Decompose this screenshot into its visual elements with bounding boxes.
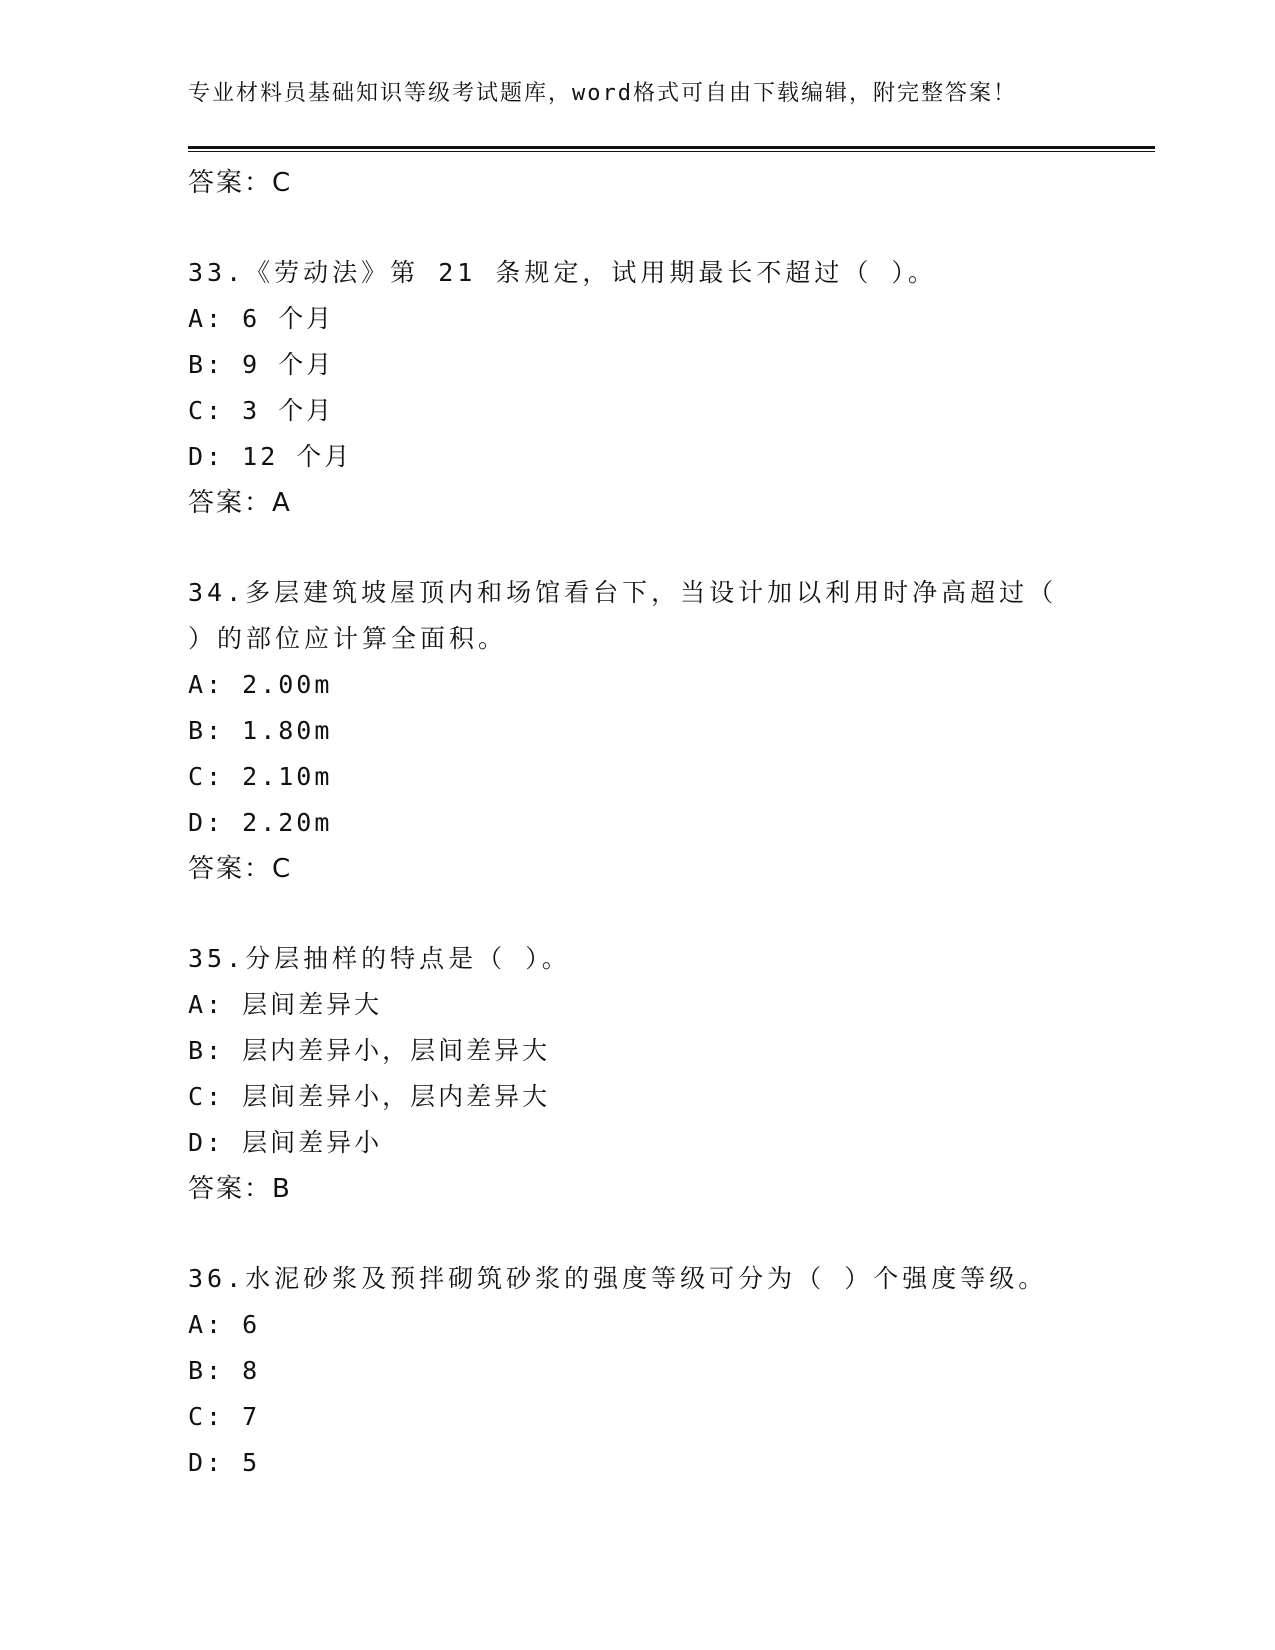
option-d: D: 2.20m [188,808,333,837]
option-a: A: 2.00m [188,670,333,699]
document-body [188,160,1128,1486]
header-rule-thick [188,146,1155,149]
option-b: B: 9 个月 [188,350,335,379]
question-stem: 36.水泥砂浆及预拌砌筑砂浆的强度等级可分为（ ）个强度等级。 [188,1264,1048,1293]
question-stem: 35.分层抽样的特点是（ ）。 [188,944,571,973]
answer-line: 答案：C [188,168,293,198]
option-c: C: 7 [188,1402,261,1431]
option-b: B: 1.80m [188,716,333,745]
question-36 [188,1256,1128,1486]
option-b: B: 层内差异小，层间差异大 [188,1036,551,1065]
option-d: D: 层间差异小 [188,1128,383,1157]
question-33 [188,250,1128,526]
option-d: D: 12 个月 [188,442,353,471]
option-d: D: 5 [188,1448,261,1477]
header-rule-thin [188,151,1155,152]
option-a: A: 6 [188,1310,261,1339]
answer-line: 答案：C [188,854,293,884]
answer-line: 答案：A [188,488,292,518]
page-header: 专业材料员基础知识等级考试题库，word格式可自由下载编辑，附完整答案！ [188,81,1017,106]
question-34 [188,570,1128,892]
option-c: C: 层间差异小，层内差异大 [188,1082,551,1111]
option-c: C: 2.10m [188,762,333,791]
option-b: B: 8 [188,1356,261,1385]
option-c: C: 3 个月 [188,396,335,425]
option-a: A: 6 个月 [188,304,335,333]
question-35 [188,936,1128,1212]
option-a: A: 层间差异大 [188,990,383,1019]
question-stem: 34.多层建筑坡屋顶内和场馆看台下，当设计加以利用时净高超过（ ）的部位应计算全面积。 [188,578,1058,653]
answer-line: 答案：B [188,1174,292,1204]
question-stem: 33.《劳动法》第 21 条规定，试用期最长不超过（ ）。 [188,258,937,287]
